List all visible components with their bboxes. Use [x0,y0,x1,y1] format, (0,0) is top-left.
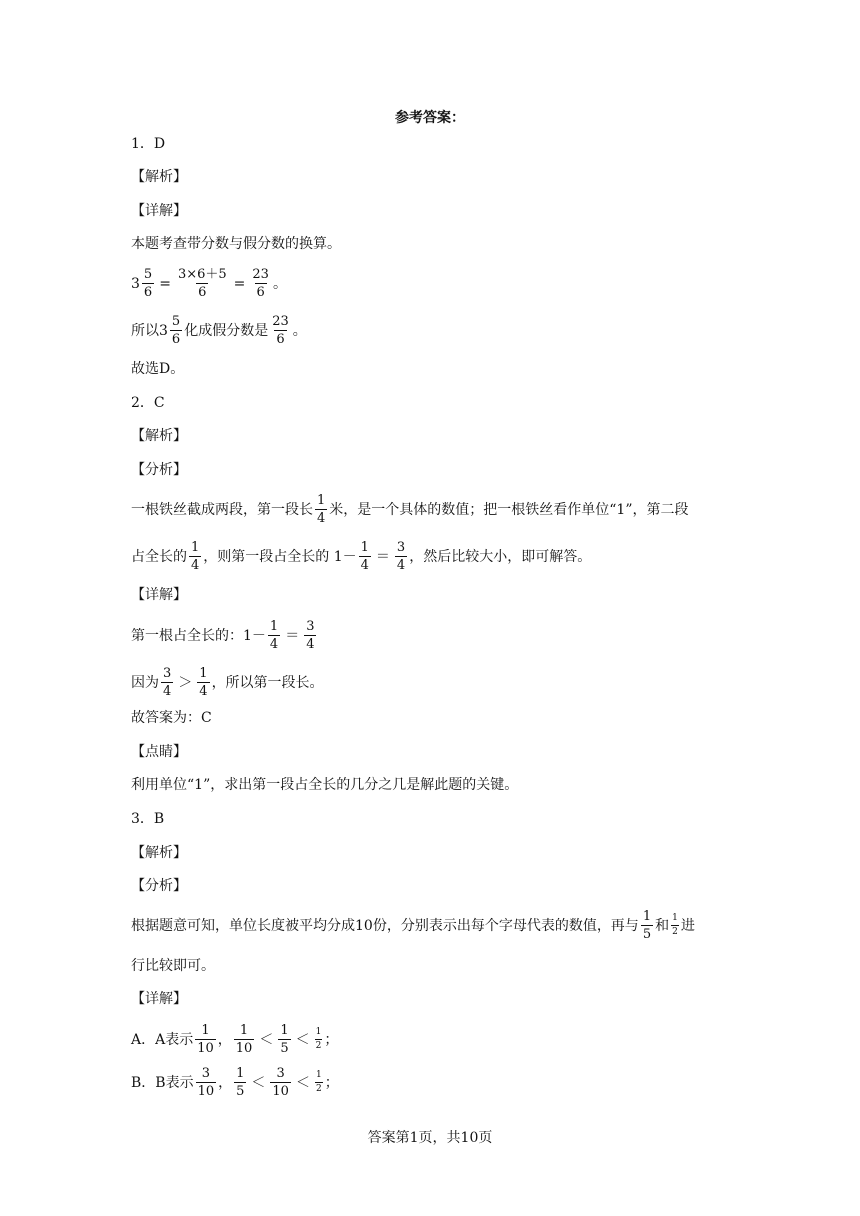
denominator: 2 [672,927,678,937]
denominator: 4 [306,637,315,652]
fraction [197,667,209,698]
fraction [315,1071,323,1094]
fraction [315,1028,323,1051]
q2-analysis-line2 [131,541,591,572]
numerator: 1 [672,913,678,923]
numerator: 3 [276,1066,285,1081]
fraction [304,620,316,651]
numerator: 1 [642,909,652,924]
fraction [278,1024,290,1055]
q1-eq-result-frac [250,268,271,299]
fraction [234,1067,246,1098]
q1-xiangjie-tag: 【详解】 [131,203,187,219]
less-than-sign: ＜ [251,1074,266,1091]
q2-detail-line1 [131,620,318,651]
denominator: 6 [198,285,207,300]
q1-intro: 本题考查带分数与假分数的换算。 [131,236,341,252]
denominator: 10 [235,1041,253,1056]
equals-sign: = [233,275,246,292]
fraction [270,315,291,346]
q2-tip: 利用单位“1”，求出第一段占全长的几分之几是解此题的关键。 [131,777,519,793]
text: A．A表示 [131,1031,194,1048]
fraction [234,1024,255,1055]
denominator: 4 [317,511,326,526]
period: 。 [292,322,307,339]
text: 占全长的 [131,548,187,565]
fraction [268,620,280,651]
denominator: 4 [199,684,208,699]
denominator: 4 [163,684,172,699]
denominator: 4 [396,558,406,573]
q1-head: 1．D [131,136,166,152]
fraction [315,494,327,525]
q1-eq-frac [142,268,154,299]
q3-analysis-line1 [131,910,695,941]
q3-xiangjie-tag: 【详解】 [131,991,187,1007]
q3-option-a [131,1024,338,1055]
q2-dianjing-tag: 【点睛】 [131,744,187,760]
q2-answer: 故答案为：C [131,710,212,726]
numerator: 5 [143,267,153,282]
denominator: 6 [276,332,285,347]
numerator: 1 [191,540,200,555]
comma: ， [218,1074,233,1091]
numerator: 1 [201,1023,210,1038]
text: 米，是一个具体的数值；把一根铁丝看作单位“1”，第二段 [329,501,689,518]
q2-detail-line2 [131,667,324,698]
fraction [270,1067,291,1098]
q1-line2 [131,315,307,346]
numerator: 3×6＋5 [177,267,227,282]
period: 。 [272,275,287,292]
q2-xiangjie-tag: 【详解】 [131,587,187,603]
numerator: 1 [269,619,279,634]
q1-conclusion: 故选D。 [131,361,185,377]
fraction [189,541,201,572]
denominator: 2 [315,1041,322,1051]
equals-sign: ＝ [375,548,390,565]
page-footer: 答案第1页，共10页 [367,1130,493,1146]
fraction [359,541,371,572]
fraction [196,1067,217,1098]
denominator: 10 [197,1041,214,1056]
q2-fenxi-tag: 【分析】 [131,462,187,478]
text: 根据题意可知，单位长度被平均分成10份，分别表示出每个字母代表的数值，再与 [131,917,639,934]
numerator: 1 [315,1070,322,1080]
numerator: 1 [280,1023,289,1038]
numerator: 3 [163,666,172,681]
denominator: 5 [642,927,652,942]
q1-eq-expr-frac [176,268,229,299]
q3-head: 3．B [131,811,165,827]
text: 因为 [131,674,159,691]
text: ，所以第一段长。 [211,674,324,691]
text: 第一根占全长的：1－ [131,627,266,644]
q3-jiexi-tag: 【解析】 [131,845,187,861]
fraction [641,910,653,941]
q3-fenxi-tag: 【分析】 [131,878,187,894]
numerator: 23 [272,314,289,329]
numerator: 3 [396,540,406,555]
q1-eq-whole: 3 [131,275,140,292]
denominator: 4 [269,637,279,652]
denominator: 6 [256,285,265,300]
comma: ， [217,1031,232,1048]
less-than-sign: ＜ [295,1031,310,1048]
numerator: 1 [199,666,208,681]
semicolon: ； [324,1031,339,1048]
q2-jiexi-tag: 【解析】 [131,428,187,444]
less-than-sign: ＜ [259,1031,274,1048]
whole-number: 3 [159,322,168,339]
q1-jiexi-tag: 【解析】 [131,169,187,185]
text: 化成假分数是 [184,322,269,339]
denominator: 6 [171,332,181,347]
text: B．B表示 [131,1074,194,1091]
equals-sign: = [159,275,171,292]
fraction [395,541,407,572]
numerator: 1 [360,540,369,555]
denominator: 10 [272,1084,289,1099]
page-title: 参考答案： [395,110,465,126]
numerator: 3 [201,1066,210,1081]
less-than-sign: ＜ [295,1074,310,1091]
greater-than-sign: ＞ [178,674,193,691]
numerator: 1 [236,1066,245,1081]
fraction [195,1024,216,1055]
denominator: 5 [280,1041,289,1056]
denominator: 5 [236,1084,245,1099]
numerator: 1 [315,1027,322,1037]
fraction [161,667,173,698]
numerator: 23 [252,267,269,282]
numerator: 3 [306,619,315,634]
fraction [170,315,182,346]
text: 一根铁丝截成两段，第一段长 [131,501,313,518]
q1-equation [131,268,287,299]
numerator: 1 [239,1023,249,1038]
text: ，然后比较大小，即可解答。 [409,548,592,565]
q2-analysis-line1 [131,494,689,525]
q3-analysis-line2: 行比较即可。 [131,958,215,974]
equals-sign: ＝ [285,627,300,644]
denominator: 2 [315,1084,322,1094]
q3-option-b [131,1067,339,1098]
denominator: 4 [360,558,369,573]
numerator: 5 [171,314,181,329]
numerator: 1 [317,493,326,508]
denominator: 4 [191,558,200,573]
text: 所以 [131,322,159,339]
text: 进 [680,917,695,934]
fraction [671,914,679,937]
q2-head: 2．C [131,395,165,411]
denominator: 6 [143,285,153,300]
semicolon: ； [324,1074,339,1091]
text: 和 [655,917,670,934]
text: ，则第一段占全长的 1－ [203,548,357,565]
denominator: 10 [197,1084,215,1099]
